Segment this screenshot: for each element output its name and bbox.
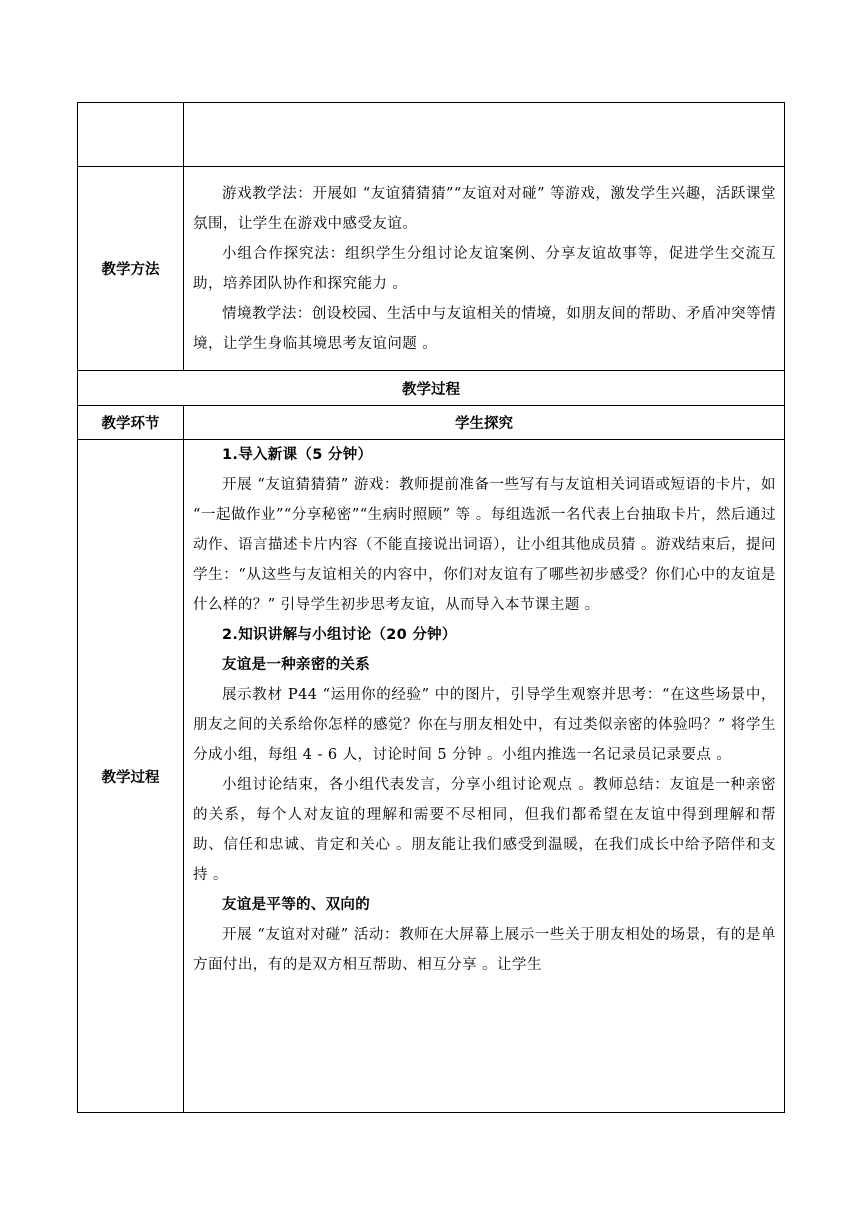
header-row [78,406,785,440]
process-subheading: 友谊是一种亲密的关系 [222,657,370,673]
methods-content [184,167,785,371]
process-heading: 1.导入新课（5 分钟） [222,447,373,463]
methods-label: 教学方法 [78,167,184,371]
section-title-row [78,371,785,406]
process-paragraph: 开展 “友谊对对碰” 活动：教师在大屏幕上展示一些关于朋友相处的场景，有的是单方面付出，有的是双方相互帮助、相互分享 。让学生 [193,927,776,973]
process-paragraph: 展示教材 P44 “运用你的经验” 中的图片，引导学生观察并思考：“在这些场景中，朋友之间的关系给你怎样的感觉？你在与朋友相处中，有过类似亲密的体验吗？” 将学生分成小组，每组 4 - 6 人，讨论时间 5 分钟 。小组内推选一名记录员记录要点 。 [193,687,776,763]
process-heading: 2.知识讲解与小组讨论（20 分钟） [222,627,457,643]
method-paragraph: 游戏教学法：开展如 “友谊猜猜猜”“友谊对对碰” 等游戏，激发学生兴趣，活跃课堂氛围，让学生在游戏中感受友谊。 [193,185,776,232]
process-paragraph: 小组讨论结束，各小组代表发言，分享小组讨论观点 。教师总结：友谊是一种亲密的关系，每个人对友谊的理解和需要不尽相同，但我们都希望在友谊中得到理解和帮助、信任和忠诚、肯定和关心 。朋友能让我们感受到温暖，在我们成长中给予陪伴和支持 。 [193,777,776,883]
section-title: 教学过程 [78,371,785,406]
lesson-plan-table [77,102,785,1113]
header-left: 教学环节 [78,406,184,440]
process-row [78,440,785,1113]
process-content [184,440,785,1113]
empty-label-cell [78,103,184,167]
empty-row [78,103,785,167]
method-paragraph: 小组合作探究法：组织学生分组讨论友谊案例、分享友谊故事等，促进学生交流互助，培养团队协作和探究能力 。 [193,245,776,292]
methods-row [78,167,785,371]
process-paragraph: 开展 “友谊猜猜猜” 游戏：教师提前准备一些写有与友谊相关词语或短语的卡片，如 “一起做作业”“分享秘密”“生病时照顾” 等 。每组选派一名代表上台抽取卡片，然后通过动作、语言描述卡片内容（不能直接说出词语），让小组其他成员猜 。游戏结束后，提问学生：“从这些与友谊相关的内容中，你们对友谊有了哪些初步感受？你们心中的友谊是什么样的？” 引导学生初步思考友谊，从而导入本节课主题 。 [193,477,776,613]
process-subheading: 友谊是平等的、双向的 [222,897,370,913]
empty-content-cell [184,103,785,167]
method-paragraph: 情境教学法：创设校园、生活中与友谊相关的情境，如朋友间的帮助、矛盾冲突等情境，让学生身临其境思考友谊问题 。 [193,305,776,352]
header-right: 学生探究 [184,406,785,440]
process-label: 教学过程 [78,440,184,1113]
